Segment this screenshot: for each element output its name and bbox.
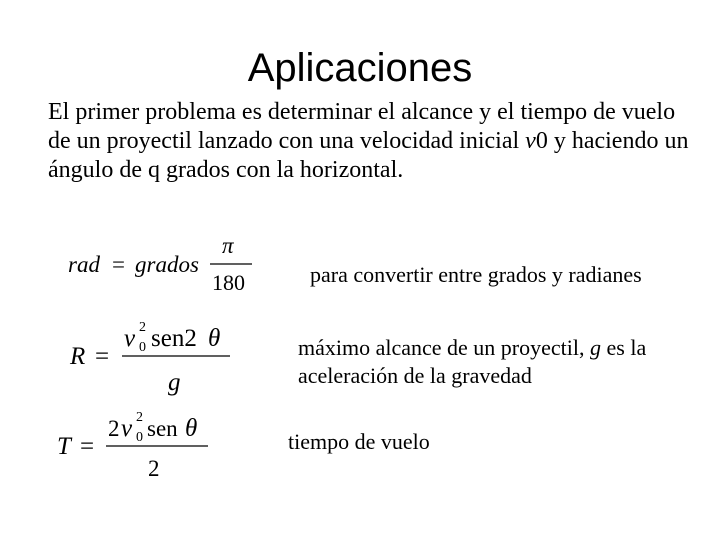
formula-time-equals: =: [80, 433, 95, 460]
formula-range-description-part1: máximo alcance de un proyectil,: [298, 335, 590, 360]
intro-v0-subscript: 0: [535, 128, 548, 154]
formula-range-theta: θ: [208, 325, 221, 352]
formula-range-v: v: [124, 325, 136, 352]
formula-range-v-sub: 0: [139, 340, 146, 355]
slide-title: Aplicaciones: [247, 46, 473, 90]
formula-range-description-g: g: [590, 335, 601, 360]
formula-rad-denominator: 180: [212, 270, 245, 295]
formula-range-sen2: sen2: [151, 325, 197, 352]
formula-range-denominator: g: [168, 369, 181, 396]
formula-time-description: tiempo de vuelo: [288, 429, 430, 454]
formula-time-theta: θ: [185, 415, 198, 442]
formula-time-v-sup: 2: [136, 410, 143, 425]
formula-range-description-part2: es la aceleración de la gravedad: [298, 335, 647, 388]
formula-time-v: v: [121, 415, 133, 442]
formula-rad-equals: =: [112, 252, 125, 277]
formula-range-lhs: R: [70, 343, 86, 370]
formula-range-equals: =: [95, 343, 110, 370]
formula-range-v-sup: 2: [139, 320, 146, 335]
formula-time-lhs: T: [57, 433, 71, 460]
formula-rad-lhs: rad: [68, 252, 100, 277]
formula-rad-description: para convertir entre grados y radianes: [310, 262, 642, 287]
intro-v0-var: v: [525, 128, 536, 154]
formula-time-sen: sen: [147, 416, 178, 441]
formula-rad-grados: grados: [135, 252, 199, 277]
intro-text-part1: El primer problema es determinar el alcance y el tiempo de vuelo de un proyectil lanzado con una velocidad inicial: [48, 99, 676, 154]
formula-rad-numerator: π: [222, 233, 234, 258]
formula-range-description: [298, 334, 698, 390]
formula-time-v-sub: 0: [136, 430, 143, 445]
intro-text-part2: y haciendo un ángulo de q grados con la horizontal.: [48, 128, 689, 183]
formula-time-coef: 2: [108, 416, 120, 441]
formula-time-denominator: 2: [148, 456, 160, 481]
